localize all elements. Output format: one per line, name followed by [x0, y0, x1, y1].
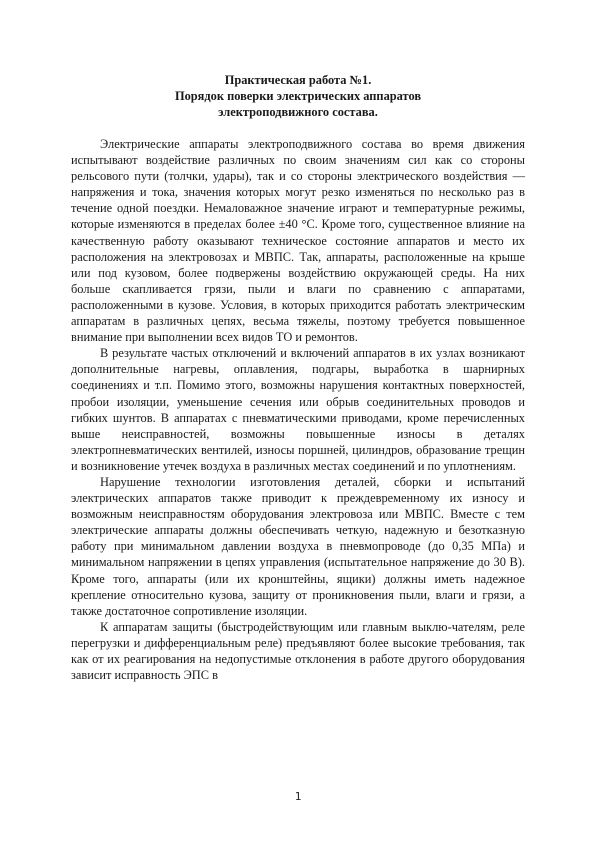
title-line-3: электроподвижного состава. — [218, 105, 378, 119]
title-line-2: Порядок поверки электрических аппаратов — [174, 89, 422, 103]
paragraph-2: В результате частых отключений и включений аппаратов в их узлах возникают дополнительные нагревы, оплавления, подгары, выработка в шарнирных соединениях и т.п. Помимо этого, возможны нарушения контактных поверхностей, пробои изоляции, уменьшение сечения или обрыв соединительных проводов и гибких шунтов. В аппаратах с пневматическими приводами, кроме перечисленных выше неисправностей, возможны повышенные износы в деталях электропневматических вентилей, износы поршней, цилиндров, образование трещин и возникновение утечек воздуха в различных местах соединений и по уплотнениям. — [71, 346, 525, 473]
title-line-1: Практическая работа №1. — [224, 73, 372, 87]
paragraph-3: Нарушение технологии изготовления деталей, сборки и испытаний электрических аппаратов также приводит к преждевременному их износу и возможным неисправностям оборудования электровоза или МВПС. Вместе с тем электрические аппараты должны обеспечивать четкую, надежную и безотказную работу при минимальном давлении воздуха в пневмопроводе (до 0,35 МПа) и минимальном напряжении в цепях управления (испытательное напряжение до 30 В). Кроме того, аппараты (или их кронштейны, ящики) должны иметь надежное крепление относительно кузова, защиту от проникновения пыли, влаги и грязи, а также достаточное сопротивление изоляции. — [71, 474, 525, 618]
page-number: 1 — [294, 790, 302, 803]
paragraph-4: К аппаратам защиты (быстродействующим или главным выклю-чателям, реле перегрузки и дифференциальным реле) предъявляют более высокие требования, так как от их реагирования на недопустимые отклонения в работе другого оборудования зависит исправность ЭПС в — [71, 619, 525, 683]
document-title — [71, 72, 525, 120]
document-page — [71, 72, 525, 683]
paragraph-1: Электрические аппараты электроподвижного состава во время движения испытывают воздействие различных по своим значениям сил как со стороны рельсового пути (толчки, удары), так и со стороны электрического воздействия — напряжения и тока, значения которых могут резко изменяться по несколько раз в течение одной поездки. Немаловажное значение играют и температурные режимы, которые изменяются в пределах более ±40 °С. Кроме того, существенное влияние на качественную работу оказывают техническое состояние аппаратов и место их расположения на электровозах и МВПС. Так, аппараты, расположенные на крыше или под кузовом, более подвержены воздействию окружающей среды. На них больше скапливается грязи, пыли и влаги по сравнению с аппаратами, расположенными в кузове. Условия, в которых приходится работать электрическим аппаратам в различных цепях, весьма тяжелы, поэтому требуется повышенное внимание при выполнении всех видов ТО и ремонтов. — [71, 137, 525, 345]
